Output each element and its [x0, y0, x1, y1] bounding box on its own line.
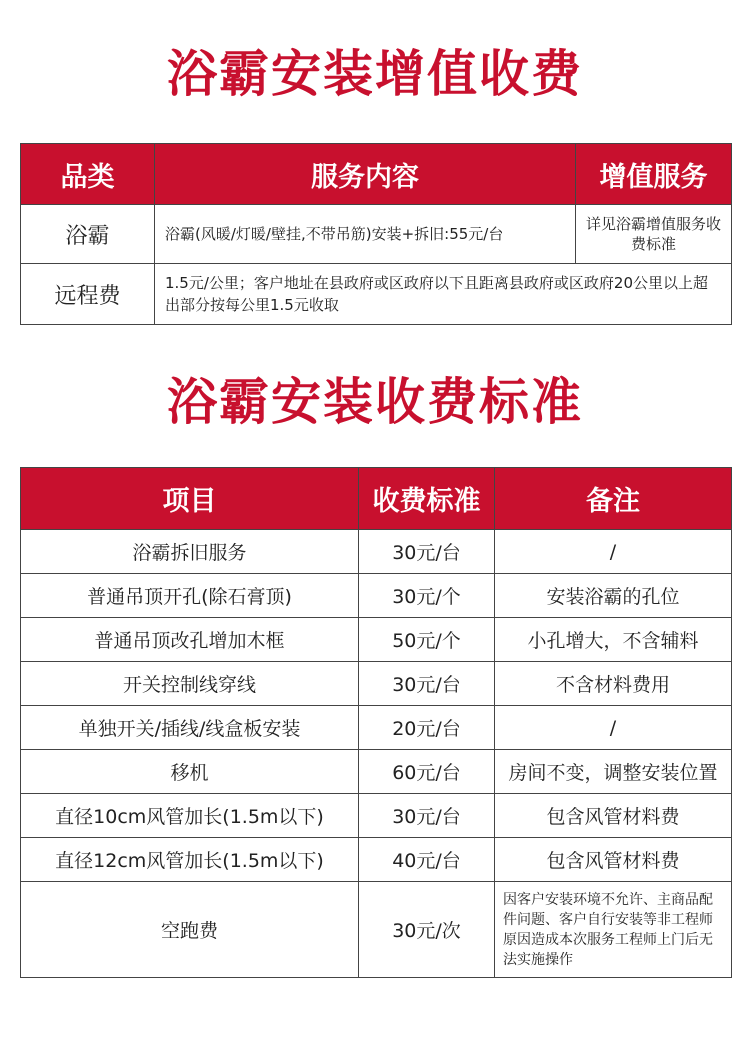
item-cell: 单独开关/插线/线盒板安装: [21, 706, 359, 750]
table-row: [21, 618, 732, 662]
fee-cell: 30元/次: [359, 882, 495, 978]
fee-cell: 40元/台: [359, 838, 495, 882]
note-cell: 小孔增大，不含辅料: [495, 618, 732, 662]
item-cell: 浴霸拆旧服务: [21, 530, 359, 574]
table-row: [21, 794, 732, 838]
note-cell: 安装浴霸的孔位: [495, 574, 732, 618]
fee-cell: 20元/台: [359, 706, 495, 750]
note-cell: 因客户安装环境不允许、主商品配件问题、客户自行安装等非工程师原因造成本次服务工程师上门后无法实施操作: [495, 882, 732, 978]
header-item: 项目: [21, 468, 359, 530]
table-header-row: [21, 468, 732, 530]
table-row: [21, 838, 732, 882]
fee-cell: 30元/个: [359, 574, 495, 618]
table-row: [21, 750, 732, 794]
fee-cell: 30元/台: [359, 662, 495, 706]
extra-cell: 详见浴霸增值服务收费标准: [576, 205, 732, 264]
item-cell: 普通吊顶改孔增加木框: [21, 618, 359, 662]
note-cell: 房间不变，调整安装位置: [495, 750, 732, 794]
fee-cell: 30元/台: [359, 530, 495, 574]
note-cell: /: [495, 530, 732, 574]
header-fee: 收费标准: [359, 468, 495, 530]
header-value-added: 增值服务: [576, 144, 732, 205]
table-row: [21, 264, 732, 325]
fee-cell: 50元/个: [359, 618, 495, 662]
note-cell: 包含风管材料费: [495, 838, 732, 882]
fee-cell: 30元/台: [359, 794, 495, 838]
content-cell: 1.5元/公里；客户地址在县政府或区政府以下且距离县政府或区政府20公里以上超出部分按每公里1.5元收取: [155, 264, 732, 325]
note-cell: 不含材料费用: [495, 662, 732, 706]
note-cell: 包含风管材料费: [495, 794, 732, 838]
item-cell: 直径12cm风管加长(1.5m以下): [21, 838, 359, 882]
category-cell: 浴霸: [21, 205, 155, 264]
table-row: [21, 662, 732, 706]
section1-title: 浴霸安装增值收费: [167, 45, 583, 103]
item-cell: 直径10cm风管加长(1.5m以下): [21, 794, 359, 838]
table-header-row: [21, 144, 732, 205]
table-row: [21, 530, 732, 574]
table-row: [21, 574, 732, 618]
header-service-content: 服务内容: [155, 144, 576, 205]
table-row: [21, 706, 732, 750]
item-cell: 普通吊顶开孔(除石膏顶): [21, 574, 359, 618]
fee-cell: 60元/台: [359, 750, 495, 794]
header-note: 备注: [495, 468, 732, 530]
content-cell: 浴霸(风暖/灯暖/壁挂,不带吊筋)安装+拆旧:55元/台: [155, 205, 576, 264]
header-category: 品类: [21, 144, 155, 205]
item-cell: 移机: [21, 750, 359, 794]
installation-fee-table: [20, 467, 732, 978]
item-cell: 空跑费: [21, 882, 359, 978]
table-row: [21, 205, 732, 264]
category-cell: 远程费: [21, 264, 155, 325]
section2-title: 浴霸安装收费标准: [167, 373, 583, 431]
table-row: [21, 882, 732, 978]
value-added-fee-table: [20, 143, 732, 325]
item-cell: 开关控制线穿线: [21, 662, 359, 706]
note-cell: /: [495, 706, 732, 750]
